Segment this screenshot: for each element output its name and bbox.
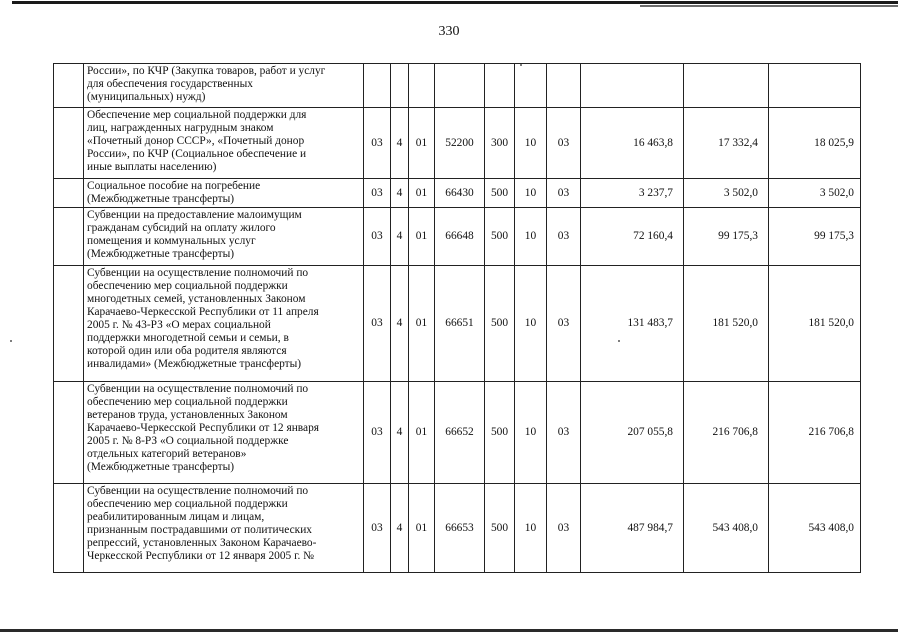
description-line: Карачаево-Черкесской Республики от 12 января <box>87 422 320 434</box>
code-subsection: 01 <box>409 108 435 179</box>
description-line: (муниципальных) нужд) <box>87 91 206 103</box>
description-line: Субвенции на осуществление полномочий по <box>87 267 309 279</box>
amount-year-2: 17 332,4 <box>684 108 769 179</box>
description-cell <box>84 108 364 179</box>
description-line: Субвенции на осуществление полномочий по <box>87 485 309 497</box>
amount-year-3: 18 025,9 <box>769 108 861 179</box>
description-line: 2005 г. № 43-РЗ «О мерах социальной <box>87 319 271 331</box>
budget-table <box>53 63 861 573</box>
code-expense-type: 500 <box>485 179 515 208</box>
number-cell <box>54 179 84 208</box>
description-line: Субвенции на предоставление малоимущим <box>87 209 302 221</box>
amount-year-3: 543 408,0 <box>769 484 861 573</box>
code-section-2: 10 <box>515 108 547 179</box>
code-expense-type: 500 <box>485 208 515 266</box>
code-section <box>391 64 409 108</box>
description-cell <box>84 64 364 108</box>
description-line: реабилитированным лицам и лицам, <box>87 511 265 523</box>
amount-year-2 <box>684 64 769 108</box>
description-line: поддержки многодетной семьи и семьи, в <box>87 332 289 344</box>
code-subsection: 01 <box>409 208 435 266</box>
code-section: 4 <box>391 208 409 266</box>
code-subsection <box>409 64 435 108</box>
amount-year-2: 3 502,0 <box>684 179 769 208</box>
amount-year-1: 16 463,8 <box>581 108 684 179</box>
description-line: которой один или оба родителя являются <box>87 345 287 357</box>
code-section: 4 <box>391 484 409 573</box>
amount-year-1: 487 984,7 <box>581 484 684 573</box>
code-expense-type: 500 <box>485 484 515 573</box>
code-section-2: 10 <box>515 179 547 208</box>
code-section-2: 10 <box>515 484 547 573</box>
description-line: 2005 г. № 8-РЗ «О социальной поддержке <box>87 435 289 447</box>
code-subsection-2: 03 <box>547 382 581 484</box>
description-cell <box>84 208 364 266</box>
code-section-2 <box>515 64 547 108</box>
top-border-rule <box>12 1 898 4</box>
code-target: 66653 <box>435 484 485 573</box>
amount-year-2: 99 175,3 <box>684 208 769 266</box>
code-subsection-2: 03 <box>547 108 581 179</box>
code-subsection: 01 <box>409 382 435 484</box>
code-subsection-2: 03 <box>547 179 581 208</box>
description-cell <box>84 179 364 208</box>
amount-year-3 <box>769 64 861 108</box>
amount-year-2: 216 706,8 <box>684 382 769 484</box>
code-subsection-2: 03 <box>547 208 581 266</box>
code-subsection: 01 <box>409 179 435 208</box>
page-number: 330 <box>438 24 460 39</box>
amount-year-2: 543 408,0 <box>684 484 769 573</box>
description-line: иные выплаты населению) <box>87 161 217 173</box>
code-subsection-2: 03 <box>547 484 581 573</box>
table-row <box>54 484 861 573</box>
description-line: России», по КЧР (Социальное обеспечение и <box>87 148 307 160</box>
description-line: (Межбюджетные трансферты) <box>87 461 235 473</box>
description-line: обеспечению мер социальной поддержки <box>87 498 288 510</box>
scan-speck <box>618 340 620 342</box>
description-line: помещения и коммунальных услуг <box>87 235 256 247</box>
code-target: 52200 <box>435 108 485 179</box>
code-expense-type: 300 <box>485 108 515 179</box>
description-line: России», по КЧР (Закупка товаров, работ и услуг <box>87 65 326 77</box>
description-line: обеспечению мер социальной поддержки <box>87 280 288 292</box>
amount-year-1: 72 160,4 <box>581 208 684 266</box>
code-target <box>435 64 485 108</box>
code-chapter <box>364 64 391 108</box>
code-chapter: 03 <box>364 266 391 382</box>
amount-year-1: 207 055,8 <box>581 382 684 484</box>
code-subsection: 01 <box>409 484 435 573</box>
description-line: многодетных семей, установленных Законом <box>87 293 306 305</box>
number-cell <box>54 208 84 266</box>
bottom-border-rule <box>0 629 898 632</box>
description-line: обеспечению мер социальной поддержки <box>87 396 288 408</box>
code-section: 4 <box>391 382 409 484</box>
description-line: гражданам субсидий на оплату жилого <box>87 222 276 234</box>
scan-speck <box>10 340 12 342</box>
amount-year-3: 181 520,0 <box>769 266 861 382</box>
code-target: 66651 <box>435 266 485 382</box>
number-cell <box>54 266 84 382</box>
description-cell <box>84 266 364 382</box>
description-cell <box>84 382 364 484</box>
code-subsection-2 <box>547 64 581 108</box>
table-row <box>54 108 861 179</box>
table-row <box>54 179 861 208</box>
code-section: 4 <box>391 266 409 382</box>
number-cell <box>54 484 84 573</box>
code-chapter: 03 <box>364 179 391 208</box>
amount-year-2: 181 520,0 <box>684 266 769 382</box>
code-expense-type: 500 <box>485 382 515 484</box>
description-line: Обеспечение мер социальной поддержки для <box>87 109 307 121</box>
description-line: (Межбюджетные трансферты) <box>87 193 235 205</box>
description-line: для обеспечения государственных <box>87 78 253 90</box>
number-cell <box>54 108 84 179</box>
description-line: «Почетный донор СССР», «Почетный донор <box>87 135 305 147</box>
description-line: ветеранов труда, установленных Законом <box>87 409 288 421</box>
code-chapter: 03 <box>364 382 391 484</box>
code-target: 66648 <box>435 208 485 266</box>
description-line: отдельных категорий ветеранов» <box>87 448 247 460</box>
description-line: Черкесской Республики от 12 января 2005 г. № <box>87 550 315 562</box>
number-cell <box>54 382 84 484</box>
code-chapter: 03 <box>364 484 391 573</box>
code-section-2: 10 <box>515 266 547 382</box>
description-line: Субвенции на осуществление полномочий по <box>87 383 309 395</box>
budget-table-body <box>54 64 861 573</box>
code-subsection: 01 <box>409 266 435 382</box>
code-section-2: 10 <box>515 208 547 266</box>
description-line: репрессий, установленных Законом Карачаево- <box>87 537 317 549</box>
code-expense-type: 500 <box>485 266 515 382</box>
description-cell <box>84 484 364 573</box>
amount-year-1: 3 237,7 <box>581 179 684 208</box>
code-section: 4 <box>391 179 409 208</box>
description-line: инвалидами» (Межбюджетные трансферты) <box>87 358 302 370</box>
amount-year-3: 3 502,0 <box>769 179 861 208</box>
code-expense-type <box>485 64 515 108</box>
table-row <box>54 64 861 108</box>
table-row <box>54 208 861 266</box>
table-row <box>54 382 861 484</box>
code-target: 66430 <box>435 179 485 208</box>
amount-year-3: 216 706,8 <box>769 382 861 484</box>
description-line: (Межбюджетные трансферты) <box>87 248 235 260</box>
code-section: 4 <box>391 108 409 179</box>
code-subsection-2: 03 <box>547 266 581 382</box>
code-section-2: 10 <box>515 382 547 484</box>
code-chapter: 03 <box>364 208 391 266</box>
description-line: признанным пострадавшими от политических <box>87 524 312 536</box>
amount-year-1 <box>581 64 684 108</box>
amount-year-3: 99 175,3 <box>769 208 861 266</box>
code-target: 66652 <box>435 382 485 484</box>
description-line: Социальное пособие на погребение <box>87 180 261 192</box>
table-row <box>54 266 861 382</box>
top-border-shadow <box>640 5 898 7</box>
description-line: Карачаево-Черкесской Республики от 11 апреля <box>87 306 319 318</box>
description-line: лиц, награжденных нагрудным знаком <box>87 122 274 134</box>
number-cell <box>54 64 84 108</box>
amount-year-1: 131 483,7 <box>581 266 684 382</box>
code-chapter: 03 <box>364 108 391 179</box>
scan-speck <box>520 64 522 66</box>
